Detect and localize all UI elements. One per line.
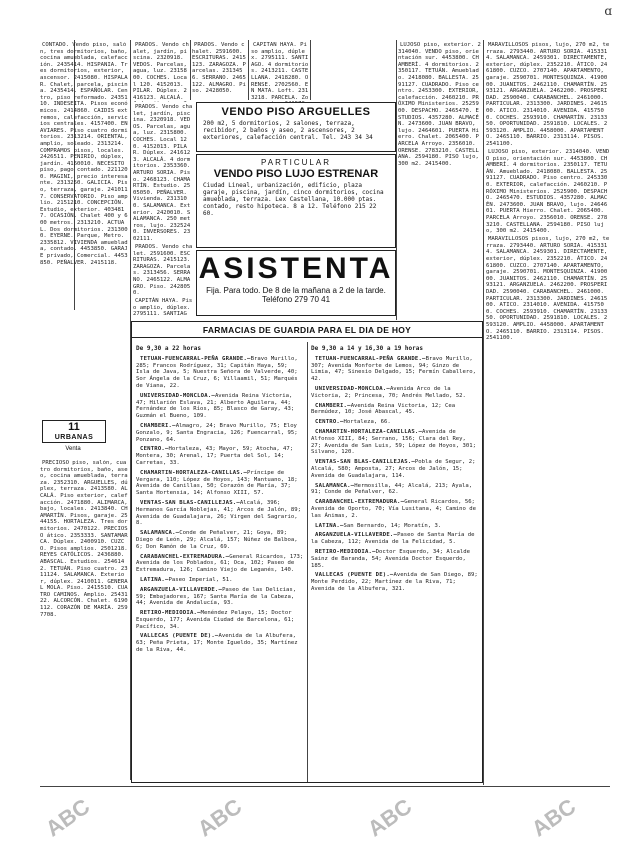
pharmacy-addresses: Avenida Arco de la Victoria, 2; Princesa, 70; Andrés Mellado, 52. bbox=[311, 385, 466, 399]
pharmacy-zone: TETUAN-FUENCARRAL-PEÑA GRANDE.— bbox=[140, 355, 251, 362]
pharmacy-entry bbox=[311, 572, 479, 592]
pharmacy-addresses: Conde de Peñalver, 21; Goya, 89; Diego de León, 29; Alcalá, 157; Núñez de Balboa, 6; Don Ramón de la Cruz, 69. bbox=[136, 530, 298, 550]
pharmacy-entry bbox=[136, 470, 304, 497]
pharmacy-entry bbox=[311, 356, 479, 383]
pharmacy-zone: RETIRO-MEDIODIA.— bbox=[140, 610, 201, 617]
pharmacy-zone: UNIVERSIDAD-MONCLOA.— bbox=[315, 385, 390, 392]
pharmacies-hours: De 9,30 a 14 y 16,30 a 19 horas bbox=[311, 345, 423, 352]
section-number: 11 bbox=[68, 421, 80, 433]
classified-text: PRADOS. Vendo chalet. 2591600. ESCRITURAS. 2415123. ZARAGOZA. Parcelas. 2313456. SERRANO. 2465122. ALMAGRO. Piso. 2428050. bbox=[192, 42, 246, 95]
column-rule bbox=[396, 40, 397, 320]
classified-column-3 bbox=[192, 42, 247, 102]
pharmacy-zone: ARGANZUELA-VILLAVERDE.— bbox=[140, 586, 223, 593]
pharmacy-entry bbox=[311, 532, 479, 546]
pharmacy-addresses: Paseo Imperial, 51. bbox=[168, 576, 233, 583]
pharmacy-addresses: Doctor Esquerdo, 34; Alcalde Sainz de Baranda, 54; Avenida Doctor Esquerdo, 185. bbox=[311, 548, 470, 569]
pharmacy-entry bbox=[136, 500, 304, 527]
pharmacy-addresses: Hermosilla, 44; Alcalá, 213; Ayala, 91; Conde de Peñalver, 62. bbox=[311, 482, 473, 496]
pharmacy-zone: VENTAS-SAN BLAS-CANILLEJAS.— bbox=[140, 499, 240, 506]
pharmacy-zone: VALLECAS (PUENTE DE).— bbox=[315, 572, 394, 579]
classified-text: LUJOSO piso, exterior. 2314040. VENDO piso, orientación sur. 4453800. CHAMBERÍ. 4 dormitorios. 2350117. TETUÁN. Amueblado. 2418080. BALLESTA. 2591127. CUADRADO. Piso centro. 2453300. EXTERIOR, calefacción. 2460210. PRÓXIMO Ministerios. 2525900. DESPACHO. 2465470. ESTUDIOS. 4357280. ALMACÉN. 2473600. JUAN BRAVO, lujo. 2464601. PUERTA Hierro. Chalet. 2065400. PARCELA Arroyo. 2356010. ORENSE. 2783210. CASTELLANA. 2594180. PISO lujo, 300 m2. 2415400. bbox=[486, 149, 610, 235]
pharmacy-addresses: Príncipe de Vergara, 110; López de Hoyos, 143; Mantuano, 18; Avenida de Canillas, 50; Corazón de María, 37; Santa Hortensia, 14; Alfonso XIII, 57. bbox=[136, 469, 298, 497]
classified-text: MARAVILLOSOS pisos, lujo, 270 m2, terraza. 2793440. ARTURO SORIA. 4153314. SALAMANCA. 2459301. DIRECTAMENTE, exterior, dúplex. 2352210. ÁTICO. 2461800. CUZCO. 2707140. APARTAMENTO, garaje. 2590701. MONTESQUINZA. 4190000. JUANITOS. 2462110. CHAMARTÍN. 2593121. ARGANZUELA. 2462200. PROSPERIDAD. 2590040. CARABANCHEL. 2461000. PARTICULAR. 2313300. JARDINES. 2461500. ATICO. 2314010. AVENIDA. 4157500. COCHES. 2593910. CHAMARTÍN. 2313350. OPORTUNIDAD. 2591810. LOCALES. 2593120. AMPLIO. 4458000. APARTAMENTO. 2465110. BARRIO. 2313114. PISOS. 2541100. bbox=[486, 42, 610, 147]
ad-piso-lujo bbox=[196, 154, 396, 248]
column-rule bbox=[307, 342, 308, 782]
pharmacy-addresses: Paseo de las Delicias, 59; Embajadores, 167; Santa María de la Cabeza, 44; Avenida de Andalucía, 93. bbox=[136, 586, 297, 607]
pharmacy-addresses: Menéndez Pelayo, 15; Doctor Esquerdo, 177; Avenida Ciudad de Barcelona, 61; Pacífico, 34. bbox=[136, 610, 295, 630]
pharmacy-entry bbox=[136, 577, 304, 584]
pharmacy-entry bbox=[311, 459, 479, 479]
pharmacy-entry bbox=[136, 633, 304, 653]
pharmacy-entry bbox=[136, 530, 304, 550]
pharmacy-entry bbox=[136, 423, 304, 443]
classified-text: MARAVILLOSOS pisos, lujo, 270 m2, terraza. 2793440. ARTURO SORIA. 4153314. SALAMANCA. 2459301. DIRECTAMENTE, exterior, dúplex. 2352210. ÁTICO. 2461800. CUZCO. 2707140. APARTAMENTO, garaje. 2590701. MONTESQUINZA. 4190000. JUANITOS. 2462110. CHAMARTÍN. 2593121. ARGANZUELA. 2462200. PROSPERIDAD. 2590040. CARABANCHEL. 2461000. PARTICULAR. 2313300. JARDINES. 2461500. ATICO. 2314010. AVENIDA. 4157500. COCHES. 2593910. CHAMARTÍN. 2313350. OPORTUNIDAD. 2591810. LOCALES. 2593120. AMPLIO. 4458000. APARTAMENTO. 2465110. BARRIO. 2313114. PISOS. 2541100. bbox=[486, 236, 610, 342]
pharmacy-entry bbox=[136, 610, 304, 630]
pharmacy-entry bbox=[136, 356, 304, 390]
ad-title: VENDO PISO LUJO ESTRENAR bbox=[213, 168, 379, 180]
pharmacy-zone: CHAMBERI.— bbox=[315, 402, 351, 409]
pharmacy-zone: ARGANZUELA-VILLAVERDE.— bbox=[315, 532, 398, 539]
pharmacy-addresses: Alcalá, 396; Hermanos García Noblejas, 41; Arcos de Jalón, 89; Avenida de Guadalajara, 26; Virgen del Sagrario, 8. bbox=[136, 499, 302, 527]
pharmacy-entry bbox=[311, 499, 479, 519]
classified-text: CAPITÁN HAYA. Piso amplio, dúplex. 2795111. SANTIAG bbox=[133, 298, 193, 316]
classified-column-2b bbox=[133, 104, 193, 316]
pharmacy-zone: VALLECAS (PUENTE DE).— bbox=[140, 633, 219, 640]
pharmacy-zone: CHAMARTIN-HORTALEZA-CANILLAS.— bbox=[140, 469, 248, 476]
watermark-logo: ABC bbox=[40, 793, 95, 842]
pharmacy-zone: LATINA.— bbox=[315, 522, 344, 529]
pharmacy-zone: CENTRO.— bbox=[140, 446, 169, 453]
pharmacy-addresses: Avenida de la Albufera, 63; Peña Prieta, 17; Monte Igueldo, 35; Martínez de la Riva, 44. bbox=[136, 633, 298, 654]
pharmacies-box bbox=[131, 321, 483, 783]
classified-column-2 bbox=[133, 42, 189, 102]
pharmacy-addresses: Avenida de San Diego, 89; Monte Perdido, 22; Martínez de la Riva, 71; Avenida de la Albufera, 321. bbox=[311, 572, 478, 592]
classified-column-5 bbox=[398, 42, 482, 318]
section-urbanas bbox=[42, 420, 106, 443]
pharmacy-entry bbox=[136, 554, 304, 574]
classified-text: CONTADO. Vendo piso, salón, tres dormitorios, baño, cocina amueblada, calefacción. 2435414. HISPANIA. Tres dormitorios, exterior, ascensor. 2415080. HISPALAR. Chalet, parcela, piscina. 2435414. ESPAÑOLAR. Centro, piso reformado. 2435110. INDESEITA. Pisos económicos. 2414860. CAIDIS extremos, calefacción, servicios centrales. 4157400. ENAVIARES. Piso cuatro dormitorios. 2313214. ORIENTAL, amplio, soleado. 2313214. COMPRAMOS pisos, locales. 2426511. PENIRIO, dúplex, jardín. 4160010. NECESITO piso, pago contado. 2211200. MAGINI, precio interesante. 2313250. GALICIA. Piso, terraza, garaje. 2410117. CONSERVATORIO. Piso amplio. 2151210. CONCEPCIÓN. Estudio, exterior. 4034817. OCASIÓN. Chalet 400 y 600 metros. 2313210. ACTUAL. Dos dormitorios. 2313000. EYERNE. Parque, Metro. 2335812. VIVIENDA amueblada, contado. 4453850. GARAJE privado, Comercial. 4453850. PEÑALVER. 2415118. bbox=[40, 42, 128, 266]
column-rule bbox=[190, 40, 191, 100]
pharmacy-entry bbox=[311, 483, 479, 497]
pharmacy-entry bbox=[311, 549, 479, 569]
section-sublabel: Venta bbox=[65, 446, 81, 452]
ad-kicker: PARTICULAR bbox=[261, 158, 331, 167]
pharmacy-addresses: Bravo Murillo, 285; Francos Rodríguez, 31; Capitán Haya, 59; Isla de Java, 5; Nuestra Señora de Valverde, 40; Sor Ángela de la Cruz, 6; Villaamil, 51; Marqués de Viana, 22. bbox=[136, 355, 298, 389]
pharmacy-zone: TETUAN-FUENCARRAL-PEÑA GRANDE.— bbox=[315, 355, 426, 362]
pharmacy-zone: VENTAS-SAN BLAS-CANILLEJAS.— bbox=[315, 459, 415, 466]
pharmacies-title: FARMACIAS DE GUARDIA PARA EL DIA DE HOY bbox=[132, 322, 482, 338]
pharmacy-entry bbox=[311, 419, 479, 426]
ad-title: VENDO PISO ARGUELLES bbox=[221, 106, 371, 118]
pharmacy-addresses: Paseo de Santa María de la Cabeza, 112; Avenida de la Felicidad, 5. bbox=[311, 532, 475, 546]
pharmacy-zone: SALAMANCA.— bbox=[140, 530, 180, 537]
classified-column-1b bbox=[40, 460, 129, 782]
pharmacy-addresses: Hortaleza, 43; Mayor, 59; Atocha, 47; Montera, 30; Arenal, 17; Puerta del Sol, 14; Carretas, 33. bbox=[136, 446, 294, 466]
classified-column-1 bbox=[40, 42, 129, 412]
pharmacy-addresses: General Ricardos, 173; Avenida de los Poblados, 61; Oca, 102; Paseo de Extremadura, 126; Camino Viejo de Leganés, 140. bbox=[136, 553, 304, 574]
column-rule bbox=[483, 40, 484, 785]
column-rule bbox=[310, 40, 311, 100]
pharmacies-hours: De 9,30 a 22 horas bbox=[136, 345, 202, 352]
watermark-logo: ABC bbox=[526, 793, 581, 842]
ad-body: 200 m2, 5 dormitorios, 2 salones, terraza, recibidor, 2 baños y aseo, 2 ascensores, 2 exteriores, calefacción central. Tel. 243 34 34 bbox=[203, 120, 373, 141]
pharmacy-zone: UNIVERSIDAD-MONCLOA.— bbox=[140, 392, 215, 399]
pharmacy-entry bbox=[136, 393, 304, 420]
pharmacy-zone: RETIRO-MEDIODIA.— bbox=[315, 548, 376, 555]
pharmacy-zone: LATINA.— bbox=[140, 576, 169, 583]
watermark-logo: ABC bbox=[362, 793, 417, 842]
pharmacies-column-right bbox=[311, 344, 479, 596]
pharmacy-entry bbox=[311, 523, 479, 530]
classified-column-4 bbox=[251, 42, 309, 102]
pharmacy-zone: CHAMARTIN-HORTALEZA-CANILLAS.— bbox=[315, 428, 423, 435]
classified-text: PRADOS. Vendo chalet. 2591600. ESCRITURAS. 2415123. ZARAGOZA. Parcelas. 2313456. SERRANO. 2465122. ALMAGRO. Piso. 2428050. bbox=[133, 243, 193, 297]
classified-text: PRADOS. Vendo chalet, jardín, piscina. 2320918. VEDOS. Parcelas, agua, luz. 2315800. COCHES. Local 120. 4152013. PILAR. Dúplex. 2416123. ALCALÁ. bbox=[133, 42, 189, 101]
pharmacy-entry bbox=[136, 446, 304, 466]
page-bottom-rule bbox=[40, 786, 610, 787]
pharmacy-entry bbox=[311, 386, 479, 400]
pharmacy-zone: CARABANCHEL-EXTREMADURA.— bbox=[315, 499, 405, 506]
pharmacy-addresses: San Bernardo, 14; Moratín, 3. bbox=[343, 522, 442, 529]
watermark-logo: ABC bbox=[192, 793, 247, 842]
ad-body: Ciudad Lineal, urbanización, edificio, plaza garaje, piscina, jardín, cinco dormitorios, cocina amueblada, terraza. Lex Castellana, 10.000 ptas. contado, resto hipoteca. 8 a 12. Teléfono 215 22 60. bbox=[203, 182, 384, 217]
classified-text: CAPITÁN HAYA. Piso amplio, dúplex. 2795111. SANTIAGO. 4 dormitorios. 2413211. CASTELLANA. 2418280. ORENSE. 2702560. EN MATA. Loft. 2313218. PARCELA. Zo bbox=[251, 42, 309, 101]
classified-text: LUJOSO piso, exterior. 2314040. VENDO piso, orientación sur. 4453800. CHAMBERÍ. 4 dormitorios. 2350117. TETUÁN. Amueblado. 2418080. BALLESTA. 2591127. CUADRADO. Piso centro. 2453300. EXTERIOR, calefacción. 2460210. PRÓXIMO Ministerios. 2525900. DESPACHO. 2465470. ESTUDIOS. 4357280. ALMACÉN. 2473600. JUAN BRAVO, lujo. 2464601. PUERTA Hierro. Chalet. 2065400. PARCELA Arroyo. 2356010. ORENSE. 2783210. CASTELLANA. 2594180. PISO lujo, 300 m2. 2415400. bbox=[398, 42, 481, 167]
pharmacy-addresses: Avenida Reina Victoria, 12; Cea Bermúdez, 10; José Abascal, 45. bbox=[311, 402, 456, 416]
pharmacy-addresses: Avenida Reina Victoria, 47; Hilarión Eslava, 21; Alberto Aguilera, 44; Fernández de los Ríos, 85; Blasco de Garay, 43; Guzmán el Bueno, 109. bbox=[136, 392, 295, 420]
ad-title: ASISTENTA bbox=[198, 252, 394, 285]
pharmacy-addresses: Hortaleza, 66. bbox=[343, 419, 391, 426]
classified-text: PRADOS. Vendo chalet, jardín, piscina. 2320918. VEDOS. Parcelas, agua, luz. 2315800. COCHES. Local 120. 4152013. PILAR. Dúplex. 2416123. ALCALÁ. 4 dormitorios. 2353360. ARTURO SORIA. Piso. 2468123. CHAMARTÍN. Estudio. 2505050. PEÑALVER. Vivienda. 2313100. SALAMANCA. Exterior. 2420010. SALAMANCA. 250 metros, lujo. 2325240. INVERSORES. 2302111. bbox=[133, 104, 193, 242]
ad-body: Fija. Para todo. De 8 de la mañana a 2 de la tarde. Teléfono 279 70 41 bbox=[206, 286, 386, 304]
pharmacy-entry bbox=[311, 403, 479, 417]
pharmacy-zone: SALAMANCA.— bbox=[315, 482, 355, 489]
pharmacy-addresses: Almagro, 24; Bravo Murillo, 75; Eloy Gonzalo, 9; Santa Engracia, 126; Fuencarral, 95; Ponzano, 64. bbox=[136, 422, 298, 443]
pharmacies-column-left bbox=[136, 344, 304, 657]
pharmacy-entry bbox=[136, 587, 304, 607]
classified-text: PRECIOSO piso, salón, cuatro dormitorios, baño, aseo, cocina amueblada, terraza. 2352310. ARGUELLES, dúplex, terraza. 2413580. ALCALÁ. Piso exterior, calefacción. 2471880. ALIMARCA, bajo, locales. 2413840. CHAMARTÍN. Pisos, garaje. 2544155. HORTALEZA. Tres dormitorios. 2470122. PRECIOSO ático. 2353333. SANTAMARCA. Dúplex. 2400910. CUZCO. Pisos amplios. 2501218. REYES CATÓLICOS. 2436880. ABASCAL. Estudios. 2546142. TETUÁN. Piso cuatro. 2311124. SALAMANCA. Exterior, dúplex. 2410011. GENERAL MOLA. Piso. 2415510. CUATRO CAMINOS. Amplio. 2543122. ALCORCÓN. Chalet. 6190112. CORAZÓN DE MARÍA. 2597708. bbox=[40, 460, 128, 618]
pharmacy-zone: CENTRO.— bbox=[315, 419, 344, 426]
pharmacy-addresses: Pobla de Segur, 2; Alcalá, 580; Amposta, 27; Arcos de Jalón, 15; Avenida de Guadalajara, 114. bbox=[311, 459, 476, 479]
pharmacy-addresses: General Ricardos, 56; Avenida de Oporto, 70; Vía Lusitana, 4; Camino de las Ánimas, 2. bbox=[311, 499, 477, 519]
pharmacy-zone: CARABANCHEL-EXTREMADURA.— bbox=[140, 553, 230, 560]
pharmacy-entry bbox=[311, 429, 479, 456]
pharmacy-addresses: Bravo Murillo, 307; Avenida Monforte de Lemos, 94; Ginzo de Limia, 47; Sinesio Delgado, 15; Fermín Caballero, 42. bbox=[311, 355, 477, 383]
corner-mark: ɑ bbox=[604, 4, 612, 18]
ad-asistenta bbox=[196, 250, 396, 316]
section-label: URBANAS bbox=[54, 434, 94, 441]
pharmacy-addresses: Avenida de Alfonso XIII, 84; Serrano, 156; Clara del Rey, 27; Avenida de San Luis, 59; López de Hoyos, 301; Silvano, 120. bbox=[311, 428, 477, 456]
classified-column-6 bbox=[486, 42, 610, 784]
ad-arguelles bbox=[196, 102, 396, 152]
column-rule bbox=[248, 40, 249, 100]
pharmacy-zone: CHAMBERI.— bbox=[140, 422, 176, 429]
